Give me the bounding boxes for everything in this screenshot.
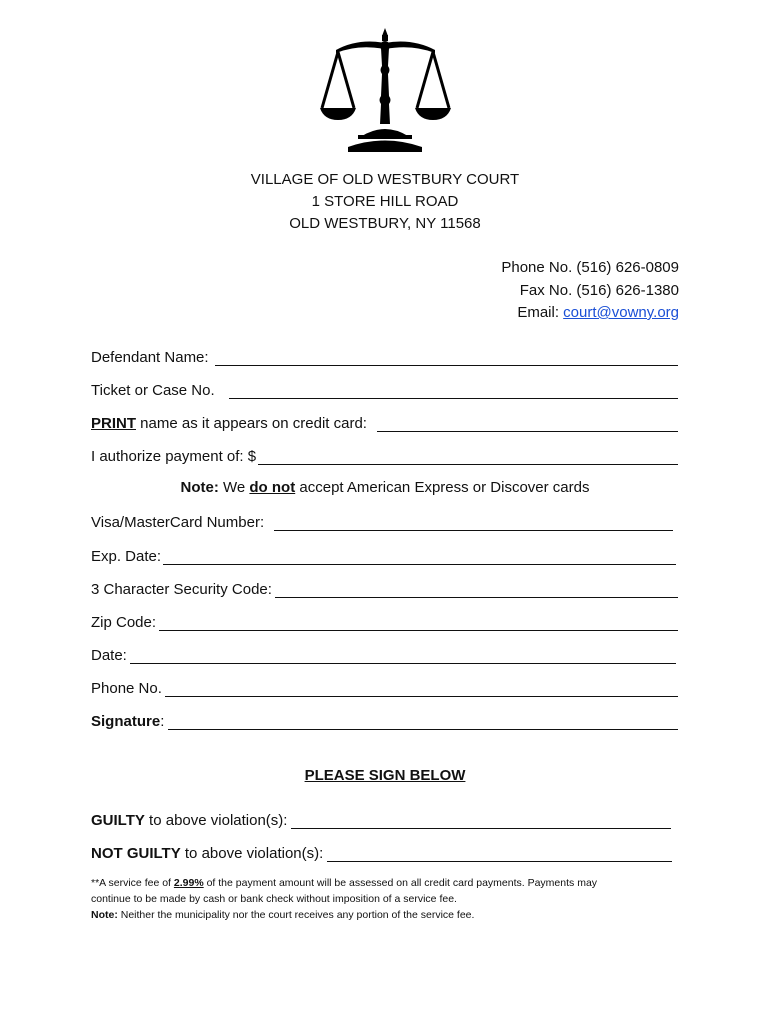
exp-date-line[interactable] — [163, 550, 676, 565]
authorize-payment-field[interactable] — [91, 443, 678, 465]
guilty-label — [91, 812, 287, 829]
defendant-name-line[interactable] — [215, 351, 678, 366]
zip-code-label: Zip Code: — [91, 614, 157, 631]
signature-line[interactable] — [168, 715, 678, 730]
scales-of-justice-icon — [318, 26, 453, 158]
guilty-line[interactable] — [291, 814, 671, 829]
signature-bold: Signature — [91, 713, 161, 730]
card-number-field[interactable] — [91, 509, 673, 531]
not-guilty-rest: to above violation(s): — [180, 845, 324, 862]
security-code-label: 3 Character Security Code: — [91, 581, 272, 598]
not-guilty-field[interactable] — [91, 840, 672, 862]
date-field[interactable] — [91, 642, 676, 664]
fee-line-1 — [91, 875, 691, 891]
fee-rate: 2.99% — [173, 877, 204, 889]
fee-note-text: Neither the municipality nor the court receives any portion of the service fee. — [117, 909, 475, 921]
security-code-field[interactable] — [91, 576, 678, 598]
note-rest: accept American Express or Discover cards — [295, 479, 590, 496]
phone-field[interactable] — [91, 675, 678, 697]
security-code-line[interactable] — [275, 583, 678, 598]
phone-number: Phone No. (516) 626-0809 — [501, 259, 679, 276]
service-fee-note — [91, 875, 691, 923]
phone-line[interactable] — [165, 682, 678, 697]
authorize-label: I authorize payment of: $ — [91, 448, 257, 465]
guilty-field[interactable] — [91, 807, 671, 829]
guilty-rest: to above violation(s): — [144, 812, 288, 829]
not-guilty-label — [91, 845, 323, 862]
email-line — [517, 304, 679, 321]
print-name-field[interactable] — [91, 410, 678, 432]
print-name-label — [91, 415, 367, 432]
authorize-line[interactable] — [258, 450, 678, 465]
print-rest: name as it appears on credit card: — [136, 415, 367, 432]
email-link[interactable]: court@vowny.org — [563, 304, 679, 321]
card-note — [0, 479, 770, 496]
not-guilty-bold: NOT GUILTY — [91, 845, 181, 862]
fee-note-line — [91, 907, 691, 923]
date-label: Date: — [91, 647, 127, 664]
court-name: VILLAGE OF OLD WESTBURY COURT — [250, 171, 520, 188]
zip-code-line[interactable] — [159, 616, 678, 631]
card-number-label: Visa/MasterCard Number: — [91, 514, 265, 531]
signature-field[interactable] — [91, 708, 678, 730]
date-line[interactable] — [130, 649, 676, 664]
signature-colon: : — [160, 713, 165, 730]
guilty-bold: GUILTY — [91, 812, 145, 829]
card-number-line[interactable] — [274, 516, 673, 531]
fax-number: Fax No. (516) 626-1380 — [519, 282, 679, 299]
print-name-line[interactable] — [377, 417, 678, 432]
note-we: We — [218, 479, 250, 496]
ticket-case-field[interactable] — [91, 377, 678, 399]
phone-label: Phone No. — [91, 680, 162, 697]
defendant-name-field[interactable] — [91, 344, 678, 366]
address-line-2: OLD WESTBURY, NY 11568 — [289, 215, 481, 232]
fee-note-label: Note: — [91, 909, 118, 921]
email-label: Email: — [517, 304, 564, 321]
defendant-name-label: Defendant Name: — [91, 349, 209, 366]
fee-suffix: of the payment amount will be assessed on all credit card payments. Payments may — [203, 877, 598, 889]
address-line-1: 1 STORE HILL ROAD — [311, 193, 459, 210]
fee-prefix: **A service fee of — [91, 877, 174, 889]
signature-label — [91, 713, 164, 730]
zip-code-field[interactable] — [91, 609, 678, 631]
note-do-not: do not — [249, 479, 296, 496]
print-bold: PRINT — [91, 415, 136, 432]
not-guilty-line[interactable] — [327, 847, 672, 862]
note-label: Note: — [180, 479, 219, 496]
exp-date-field[interactable] — [91, 543, 676, 565]
ticket-case-label: Ticket or Case No. — [91, 382, 215, 399]
fee-line-2: continue to be made by cash or bank check without imposition of a service fee. — [91, 893, 457, 905]
ticket-case-line[interactable] — [229, 384, 678, 399]
exp-date-label: Exp. Date: — [91, 548, 162, 565]
sign-heading: PLEASE SIGN BELOW — [304, 767, 466, 784]
